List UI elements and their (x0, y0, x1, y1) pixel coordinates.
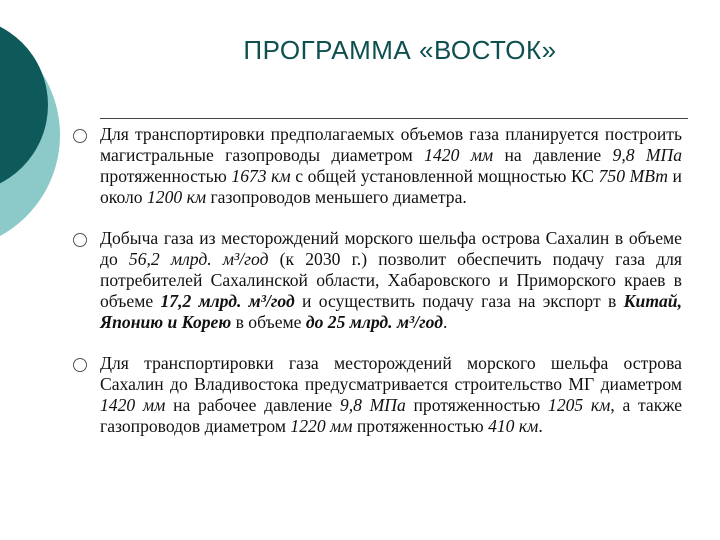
text-run: 1673 км (231, 166, 291, 186)
text-run: 1420 мм (100, 395, 166, 415)
text-run: протяженностью (405, 395, 549, 415)
teal-decoration (0, 0, 70, 300)
text-run: 1205 км (548, 395, 611, 415)
text-run: , а также газопроводов диаметром (100, 395, 683, 436)
text-run: газопроводов меньшего диаметра. (206, 187, 467, 207)
text-run: . (538, 416, 543, 436)
text-run: 56,2 млрд. м³/год (128, 249, 269, 269)
text-run: Для транспортировки предполагаемых объемов газа планируется построить магистральные газопроводы диаметром (100, 124, 682, 165)
text-run: Для транспортировки газа месторождений морского шельфа острова Сахалин до Владивостока предусматривается строительство МГ диаметром (100, 353, 682, 394)
bullet-list (70, 124, 682, 457)
text-run: и осуществить подачу газа на экспорт в (294, 291, 624, 311)
text-run: на рабочее давление (165, 395, 340, 415)
text-run: протяженностью (352, 416, 489, 436)
text-run: и около (100, 166, 682, 207)
text-run: на давление (493, 145, 613, 165)
bullet-text (100, 228, 682, 333)
bullet-item (70, 124, 682, 208)
text-run: протяженностью (100, 166, 232, 186)
text-run: 9,8 МПа (339, 395, 406, 415)
text-run: Китай, Японию и Корею (100, 291, 682, 332)
text-run: 1220 мм (290, 416, 353, 436)
bullet-item (70, 353, 682, 437)
text-run: 1200 км (147, 187, 207, 207)
bullet-item (70, 228, 682, 333)
text-run: 17,2 млрд. м³/год (160, 291, 295, 311)
text-run: с общей установленной мощностью КС (290, 166, 599, 186)
text-run: 1420 мм (424, 145, 494, 165)
text-run: до 25 млрд. м³/год (305, 312, 443, 332)
bullet-circle-icon (73, 233, 87, 247)
text-run: в объеме (231, 312, 306, 332)
bullet-circle-icon (73, 358, 87, 372)
text-run: . (442, 312, 448, 332)
bullet-text (100, 124, 682, 208)
bullet-circle-icon (73, 129, 87, 143)
text-run: (к 2030 г.) позволит обеспечить подачу газа для потребителей Сахалинской области, Хабаровского и Приморского краев в объеме (100, 249, 682, 311)
bullet-text (100, 353, 682, 437)
text-run: 9,8 МПа (612, 145, 683, 165)
title-divider (100, 118, 688, 119)
text-run: 410 км (488, 416, 539, 436)
slide-title: ПРОГРАММА «ВОСТОК» (243, 35, 557, 65)
text-run: 750 МВт (598, 166, 668, 186)
text-run: Добыча газа из месторождений морского шельфа острова Сахалин в объеме до (100, 228, 682, 269)
